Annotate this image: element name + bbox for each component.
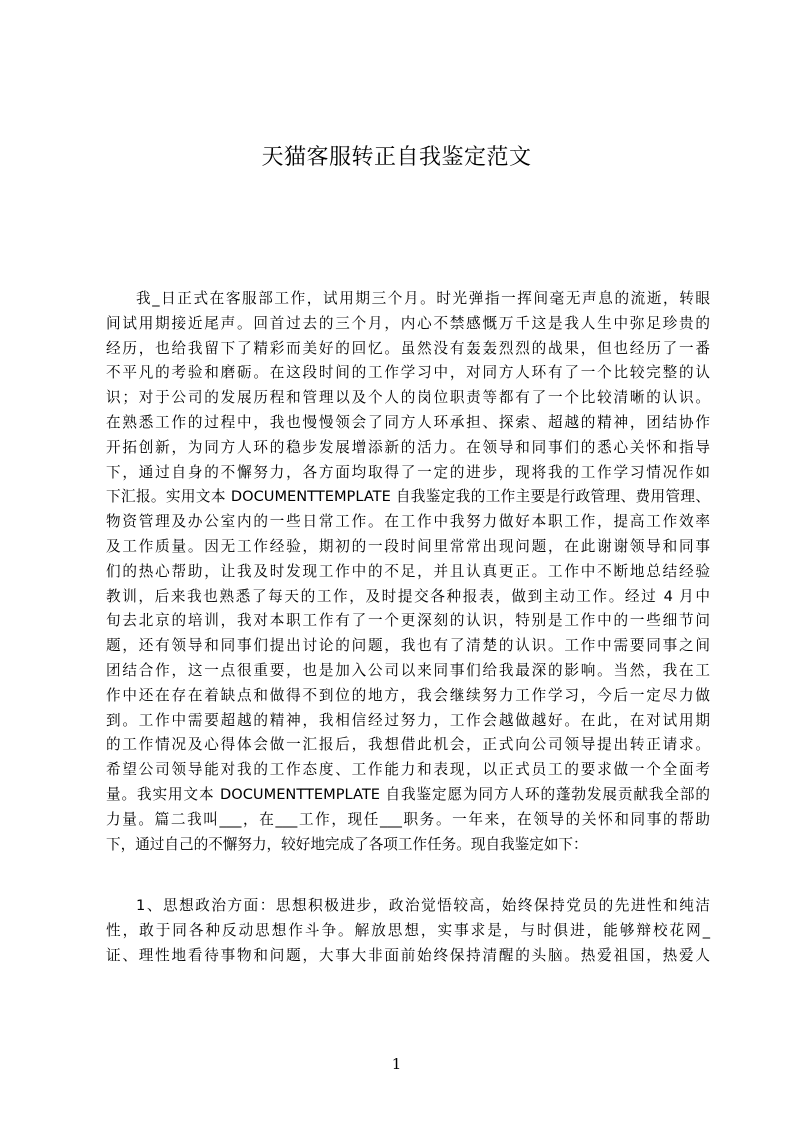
document-body bbox=[106, 287, 710, 969]
text-line: 旬去北京的培训，我对本职工作有了一个更深刻的认识，特别是工作中的一些细节问 bbox=[106, 612, 710, 630]
text-line: 作中还在存在着缺点和做得不到位的地方，我会继续努力工作学习，今后一定尽力做 bbox=[106, 686, 710, 704]
text-line: 物资管理及办公室内的一些日常工作。在工作中我努力做好本职工作，提高工作效率 bbox=[106, 513, 710, 531]
text-line: 力量。篇二我叫___，在___工作，现任___职务。一年来，在领导的关怀和同事的帮助 bbox=[106, 810, 710, 828]
text-line: 到。工作中需要超越的精神，我相信经过努力，工作会越做越好。在此，在对试用期 bbox=[106, 711, 710, 729]
text-line: 希望公司领导能对我的工作态度、工作能力和表现，以正式员工的要求做一个全面考 bbox=[106, 761, 710, 779]
text-line: 下，通过自己的不懈努力，较好地完成了各项工作任务。现自我鉴定如下： bbox=[106, 835, 588, 853]
text-line: 我_日正式在客服部工作，试用期三个月。时光弹指一挥间毫无声息的流逝，转眼 bbox=[136, 290, 710, 307]
text-line: 下，通过自身的不懈努力，各方面均取得了一定的进步，现将我的工作学习情况作如 bbox=[106, 463, 710, 481]
paragraph-1 bbox=[106, 287, 710, 857]
text-line: 教训，后来我也熟悉了每天的工作，及时提交各种报表，做到主动工作。经过 4 月中 bbox=[106, 587, 710, 605]
text-line: 证、理性地看待事物和问题，大事大非面前始终保持清醒的头脑。热爱祖国，热爱人 bbox=[106, 946, 710, 964]
paragraph-2 bbox=[106, 894, 710, 968]
text-line: 在熟悉工作的过程中，我也慢慢领会了同方人环承担、探索、超越的精神，团结协作 bbox=[106, 413, 710, 431]
text-line: 不平凡的考验和磨砺。在这段时间的工作学习中，对同方人环有了一个比较完整的认 bbox=[106, 364, 710, 382]
text-line: 1、思想政治方面：思想积极进步，政治觉悟较高，始终保持党员的先进性和纯洁 bbox=[136, 897, 710, 915]
text-line: 们的热心帮助，让我及时发现工作中的不足，并且认真更正。工作中不断地总结经验 bbox=[106, 562, 710, 580]
text-line: 量。我实用文本 DOCUMENTTEMPLATE 自我鉴定愿为同方人环的蓬勃发展贡献我全部的 bbox=[106, 785, 710, 803]
text-line: 识；对于公司的发展历程和管理以及个人的岗位职责等都有了一个比较清晰的认识。 bbox=[106, 389, 710, 407]
page-number: 1 bbox=[391, 1055, 402, 1073]
text-line: 下汇报。实用文本 DOCUMENTTEMPLATE 自我鉴定我的工作主要是行政管理、费用管理、 bbox=[106, 488, 710, 506]
text-line: 性，敢于同各种反动思想作斗争。解放思想，实事求是，与时俱进，能够辩校花网_ bbox=[106, 922, 710, 940]
text-line: 团结合作，这一点很重要，也是加入公司以来同事们给我最深的影响。当然，我在工 bbox=[106, 661, 710, 679]
document-title: 天猫客服转正自我鉴定范文 bbox=[261, 145, 532, 170]
text-line: 题，还有领导和同事们提出讨论的问题，我也有了清楚的认识。工作中需要同事之间 bbox=[106, 637, 710, 655]
text-line: 的工作情况及心得体会做一汇报后，我想借此机会，正式向公司领导提出转正请求。 bbox=[106, 736, 710, 754]
text-line: 间试用期接近尾声。回首过去的三个月，内心不禁感慨万千这是我人生中弥足珍贵的 bbox=[106, 314, 710, 332]
text-line: 及工作质量。因无工作经验，期初的一段时间里常常出现问题，在此谢谢领导和同事 bbox=[106, 537, 710, 555]
paragraph-gap bbox=[106, 857, 710, 894]
text-line: 经历，也给我留下了精彩而美好的回忆。虽然没有轰轰烈烈的战果，但也经历了一番 bbox=[106, 339, 710, 357]
text-line: 开拓创新，为同方人环的稳步发展增添新的活力。在领导和同事们的悉心关怀和指导 bbox=[106, 438, 710, 456]
